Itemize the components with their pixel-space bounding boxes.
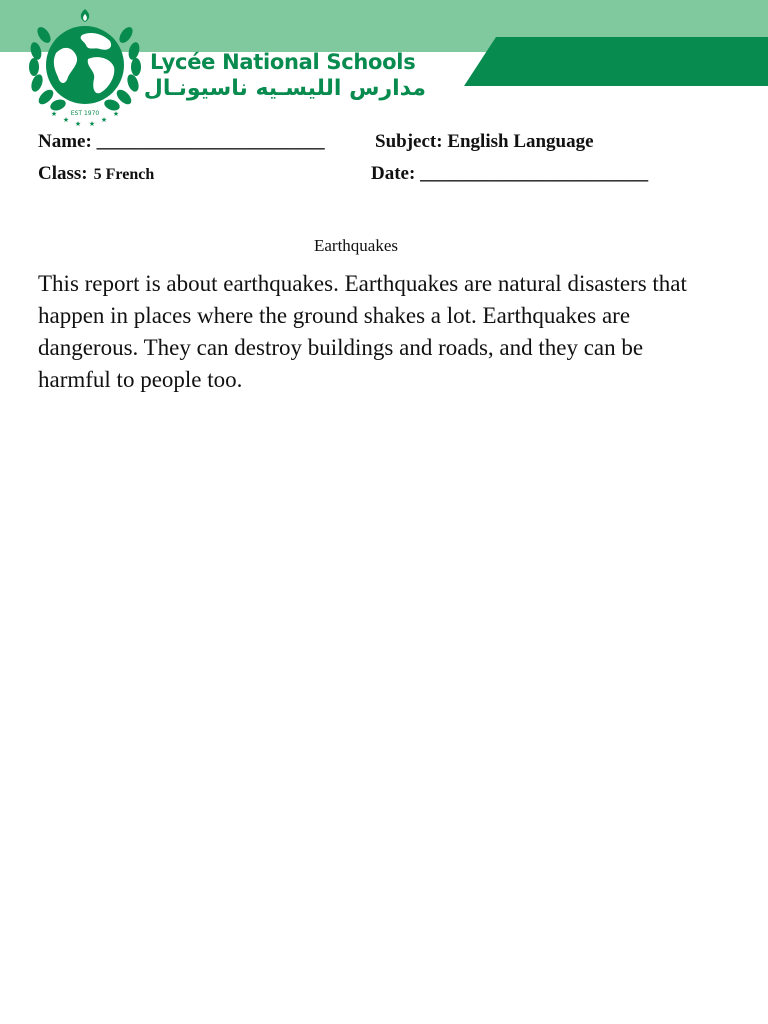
svg-text:★: ★ xyxy=(112,110,120,118)
name-blank: ________________________ xyxy=(96,131,325,152)
logo-established-text: EST 1970 xyxy=(70,110,100,117)
subject-label: Subject: xyxy=(375,131,443,152)
class-value: 5 French xyxy=(93,166,155,183)
school-name-arabic: مدارس الليسـيه ناسيونـال xyxy=(143,76,426,101)
date-label: Date: xyxy=(371,163,416,184)
date-blank: ________________________ xyxy=(420,163,649,184)
subject-field xyxy=(375,131,594,153)
document-title: Earthquakes xyxy=(313,236,399,255)
class-label: Class: xyxy=(38,163,88,184)
class-field xyxy=(38,163,154,185)
svg-text:★: ★ xyxy=(74,120,82,127)
svg-text:★: ★ xyxy=(100,116,108,124)
svg-text:★: ★ xyxy=(62,116,70,124)
svg-text:★: ★ xyxy=(88,120,96,127)
report-body-text: This report is about earthquakes. Earthquakes are natural disasters that happen in places where the ground shakes a lot. Earthquakes are dangerous. They can destroy buildings and roads, and they can be harmful to people too. xyxy=(38,271,687,392)
name-field xyxy=(38,131,325,153)
svg-text:★: ★ xyxy=(50,110,58,118)
school-logo xyxy=(26,5,144,127)
subject-value: English Language xyxy=(447,131,594,152)
name-label: Name: xyxy=(38,131,92,152)
date-field xyxy=(371,163,648,185)
header-accent-stripe xyxy=(464,37,768,86)
school-name-english: Lycée National Schools xyxy=(150,50,416,74)
